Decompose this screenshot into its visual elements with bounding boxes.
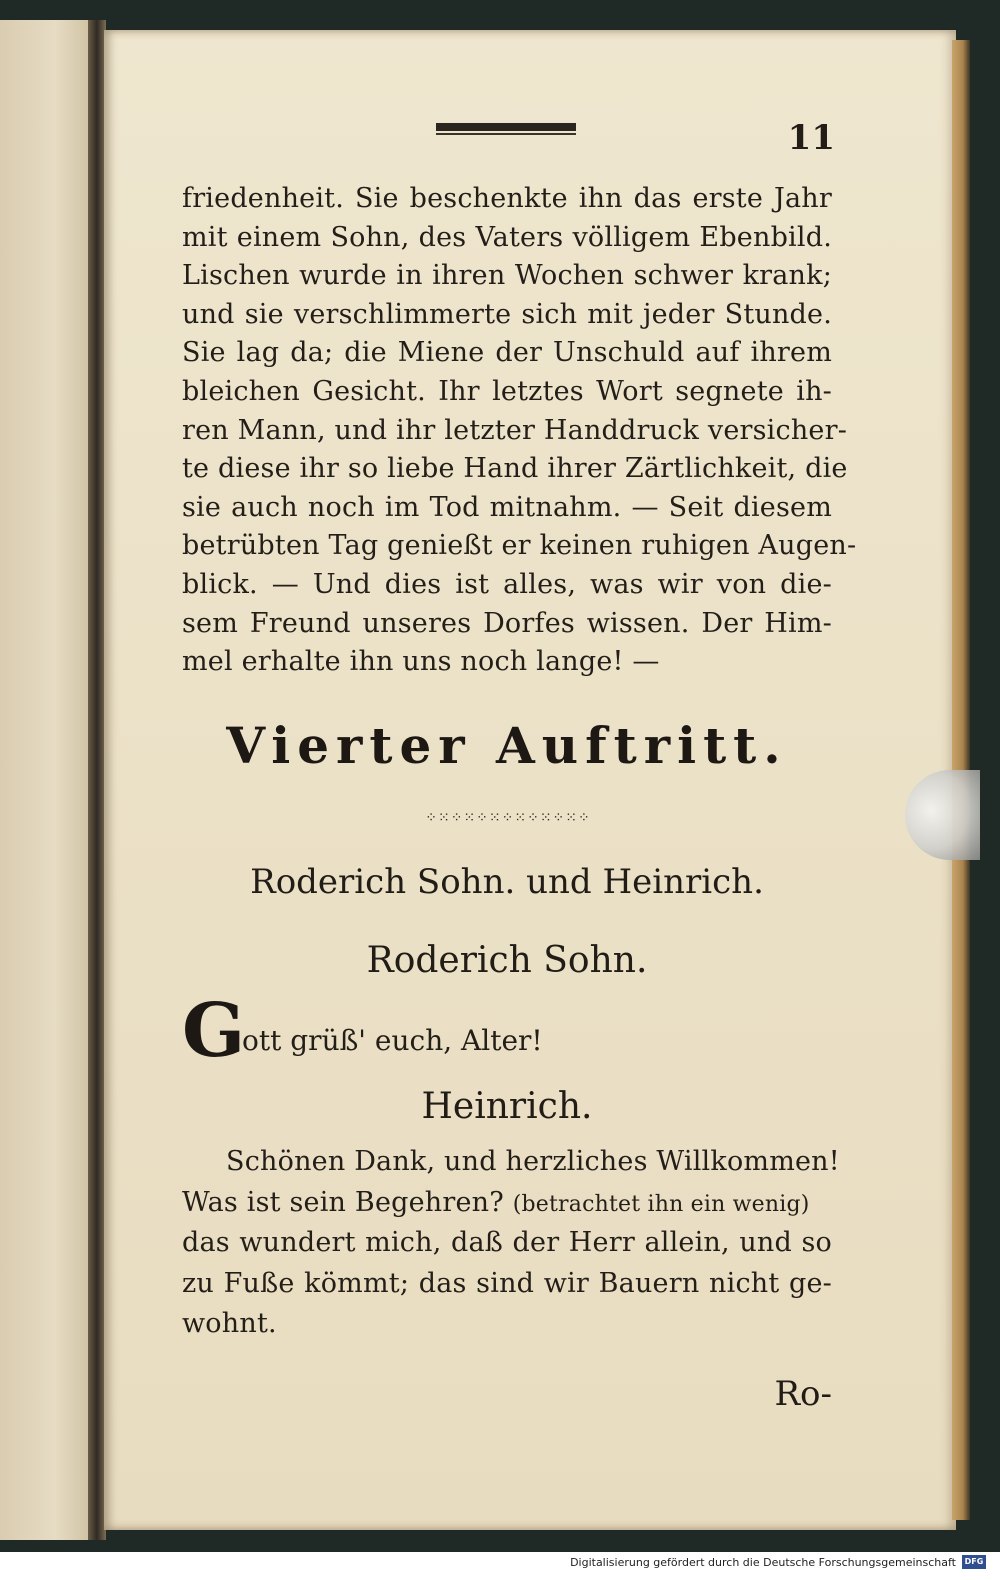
text-line: das wundert mich, daß der Herr allein, und so [182, 1227, 832, 1258]
text-line: bleichen Gesicht. Ihr letztes Wort segnete ih- [182, 375, 832, 407]
speaker-name: Heinrich. [421, 1086, 593, 1127]
text-line [182, 1183, 832, 1224]
speech-text: Was ist sein Begehren? [182, 1186, 513, 1218]
scene-heading: Vierter Auftritt. [226, 716, 788, 775]
text-line: sem Freund unseres Dorfes wissen. Der Him- [182, 607, 832, 639]
funding-credit: Digitalisierung gefördert durch die Deutsche Forschungsgemeinschaft [570, 1556, 956, 1569]
text-line: zu Fuße kömmt; das sind wir Bauern nicht ge- [182, 1267, 832, 1299]
text-line: und sie verschlimmerte sich mit jeder Stunde. [182, 298, 832, 330]
text-line: Lischen wurde in ihren Wochen schwer krank; [182, 260, 832, 292]
text-line: Schönen Dank, und herzliches Willkommen! [226, 1146, 840, 1177]
drop-cap: G [182, 988, 246, 1074]
body-paragraph [182, 180, 857, 682]
text-line: blick. — Und dies ist alles, was wir von die- [182, 568, 832, 600]
text-line: mel erhalte ihn uns noch lange! — [182, 646, 660, 678]
text-line: mit einem Sohn, des Vaters völligem Ebenbild. [182, 221, 832, 253]
dfg-logo: DFG [962, 1555, 986, 1569]
speaker-name: Roderich Sohn. [366, 940, 648, 981]
text-line: friedenheit. Sie beschenkte ihn das erste Jahr [182, 183, 832, 214]
ornament-divider: ⁘⁙⁘⁙⁘⁙⁘⁙⁘⁙⁘⁙⁘ [425, 810, 591, 826]
header-rule [436, 123, 576, 131]
speech-block [182, 1142, 840, 1345]
page-number: 11 [787, 118, 835, 158]
facing-page [0, 20, 92, 1540]
text-line: ren Mann, und ihr letzter Handdruck versicher- [182, 414, 848, 446]
text-line: sie auch noch im Tod mitnahm. — Seit diesem [182, 491, 832, 523]
stage-direction: (betrachtet ihn ein wenig) [512, 1191, 810, 1217]
text-line: te diese ihr so liebe Hand ihrer Zärtlichkeit, die [182, 453, 848, 485]
catchword: Ro- [774, 1374, 832, 1414]
character-list: Roderich Sohn. und Heinrich. [250, 862, 764, 902]
speech-text: ott grüß' euch, Alter! [242, 1024, 543, 1057]
speech-block [182, 988, 832, 1074]
text-line: wohnt. [182, 1308, 277, 1339]
text-line: betrübten Tag genießt er keinen ruhigen Augen- [182, 530, 857, 562]
text-line: Sie lag da; die Miene der Unschuld auf ihrem [182, 337, 832, 369]
